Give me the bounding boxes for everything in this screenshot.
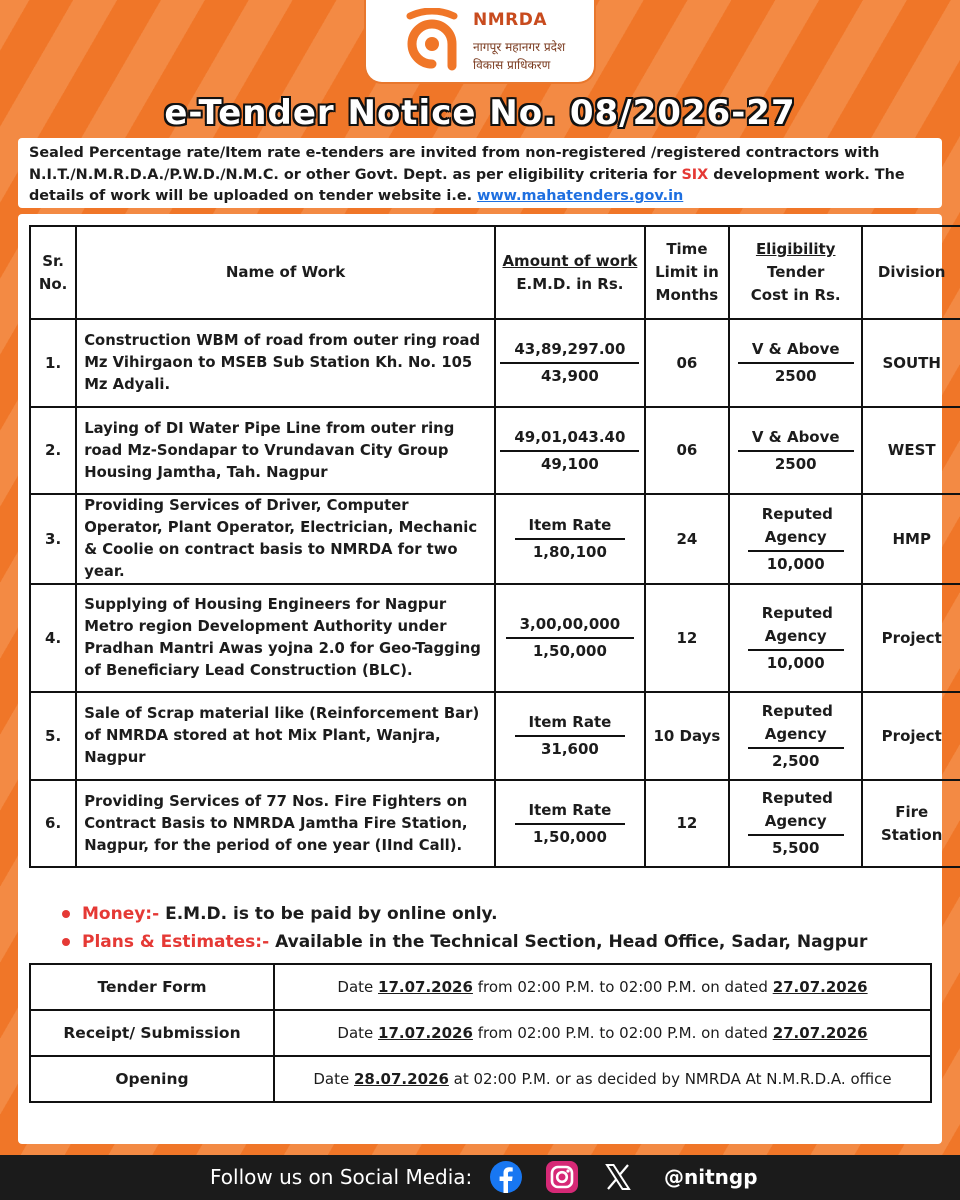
date-value [274, 1010, 931, 1056]
emd-value: 49,100 [540, 454, 599, 473]
intro-text [18, 138, 942, 208]
date-label: Receipt/ Submission [30, 1010, 274, 1056]
emd-value: 1,80,100 [532, 543, 607, 561]
date-end: 27.07.2026 [772, 1024, 868, 1042]
date-label: Opening [30, 1056, 274, 1102]
cell-sr: 2. [30, 407, 76, 494]
logo-box [364, 0, 596, 84]
cell-name: Sale of Scrap material like (Reinforcement Bar) of NMRDA stored at hot Mix Plant, Wanjra, Nagpur [76, 692, 495, 780]
notes-list [62, 900, 867, 956]
table-row [30, 319, 960, 407]
header-time: Time Limit in Months [645, 226, 729, 319]
logo-name: NMRDA [473, 10, 548, 30]
cost-value: 10,000 [766, 554, 825, 573]
footer [0, 1155, 960, 1200]
cell-division: Project [862, 584, 960, 692]
emd-value: 1,50,000 [532, 827, 607, 846]
cost-value: 5,500 [771, 839, 820, 857]
eligibility-value: Reputed Agency [748, 503, 844, 552]
cell-name: Providing Services of 77 Nos. Fire Fighters on Contract Basis to NMRDA Jamtha Fire Station, Nagpur, for the period of one year (IInd Call). [76, 780, 495, 867]
header-amount [495, 226, 645, 319]
date-row [30, 964, 931, 1010]
table-row [30, 494, 960, 584]
cell-division: SOUTH [862, 319, 960, 407]
intro-highlight: SIX [681, 166, 709, 183]
cell-eligibility [729, 780, 862, 867]
cell-name: Construction WBM of road from outer ring road Mz Vihirgaon to MSEB Sub Station Kh. No. 105 Mz Adyali. [76, 319, 495, 407]
table-row [30, 780, 960, 867]
amount-value: 3,00,00,000 [506, 613, 635, 639]
social-handle[interactable]: @nitngp [664, 1165, 758, 1189]
eligibility-value: V & Above [738, 338, 854, 364]
cell-time: 10 Days [645, 692, 729, 780]
header-name: Name of Work [76, 226, 495, 319]
amount-value: Item Rate [515, 711, 626, 737]
page-title: e-Tender Notice No. 08/2026-27 [164, 93, 796, 133]
cell-time: 06 [645, 319, 729, 407]
cost-value: 2500 [774, 454, 817, 473]
header-sr: Sr. No. [30, 226, 76, 319]
intro-part2: development work. The details of work will be uploaded on tender website i.e. [29, 166, 905, 204]
dates-table [29, 963, 932, 1103]
eligibility-value: Reputed Agency [748, 602, 844, 651]
cell-amount [495, 494, 645, 584]
cell-time: 12 [645, 780, 729, 867]
cost-value: 2,500 [771, 751, 820, 770]
date-mid: at 02:00 P.M. or as decided by NMRDA At N.M.R.D.A. office [448, 1070, 892, 1088]
note-text: Available in the Technical Section, Head Office, Sadar, Nagpur [269, 932, 868, 952]
cell-eligibility [729, 494, 862, 584]
eligibility-value: V & Above [738, 426, 854, 452]
date-end: 27.07.2026 [772, 978, 868, 996]
amount-value: Item Rate [515, 799, 626, 825]
logo-line2: विकास प्राधिकरण [473, 58, 551, 72]
cell-time: 12 [645, 584, 729, 692]
header-eligibility [729, 226, 862, 319]
cost-value: 10,000 [766, 653, 825, 672]
table-row [30, 407, 960, 494]
cell-division: WEST [862, 407, 960, 494]
cell-amount [495, 692, 645, 780]
amount-value: 49,01,043.40 [500, 426, 639, 452]
header-amount-bot: E.M.D. in Rs. [516, 274, 624, 293]
note-label: Plans & Estimates:- [82, 932, 270, 952]
cell-amount [495, 584, 645, 692]
footer-text: Follow us on Social Media: [210, 1165, 473, 1189]
header-elig-bot: Tender Cost in Rs. [750, 263, 841, 304]
date-pre: Date [337, 978, 379, 996]
facebook-icon[interactable] [490, 1161, 522, 1193]
emd-value: 31,600 [540, 740, 599, 758]
date-start: 28.07.2026 [353, 1070, 449, 1088]
cell-sr: 6. [30, 780, 76, 867]
cell-name: Providing Services of Driver, Computer Operator, Plant Operator, Electrician, Mechanic & Coolie on contract basis to NMRDA for two year. [76, 494, 495, 584]
date-row [30, 1010, 931, 1056]
date-value [274, 964, 931, 1010]
cell-sr: 3. [30, 494, 76, 584]
header-amount-top: Amount of work [502, 251, 638, 270]
note-label: Money:- [82, 904, 160, 924]
date-pre: Date [313, 1070, 354, 1088]
eligibility-value: Reputed Agency [748, 700, 844, 749]
date-start: 17.07.2026 [378, 978, 473, 996]
note-money [62, 900, 867, 928]
intro-part1: Sealed Percentage rate/Item rate e-tenders are invited from non-registered /registered contractors with N.I.T./N.M.R.D.A./P.W.D./N.M.C. or other Govt. Dept. as per eligibility criteria for [29, 145, 880, 183]
eligibility-value: Reputed Agency [748, 787, 844, 836]
date-pre: Date [337, 1024, 379, 1042]
cell-amount [495, 780, 645, 867]
date-row [30, 1056, 931, 1102]
cell-division: Project [862, 692, 960, 780]
cell-eligibility [729, 407, 862, 494]
date-start: 17.07.2026 [378, 1024, 473, 1042]
x-icon[interactable] [602, 1161, 634, 1193]
cell-time: 24 [645, 494, 729, 584]
amount-value: Item Rate [515, 514, 626, 540]
cell-division: HMP [862, 494, 960, 584]
note-text: E.M.D. is to be paid by online only. [159, 904, 498, 924]
cell-eligibility [729, 692, 862, 780]
cell-amount [495, 407, 645, 494]
tender-website-link[interactable]: www.mahatenders.gov.in [477, 188, 684, 204]
table-row [30, 692, 960, 780]
emd-value: 43,900 [540, 367, 599, 385]
cost-value: 2500 [774, 367, 817, 385]
cell-division: Fire Station [862, 780, 960, 867]
cell-eligibility [729, 584, 862, 692]
cell-eligibility [729, 319, 862, 407]
date-label: Tender Form [30, 964, 274, 1010]
cell-sr: 5. [30, 692, 76, 780]
date-mid: from 02:00 P.M. to 02:00 P.M. on dated [472, 1024, 773, 1042]
cell-sr: 1. [30, 319, 76, 407]
table-header-row [30, 226, 960, 319]
date-value [274, 1056, 931, 1102]
works-table [29, 225, 960, 868]
date-mid: from 02:00 P.M. to 02:00 P.M. on dated [472, 978, 773, 996]
cell-name: Supplying of Housing Engineers for Nagpur Metro region Development Authority under Pradhan Mantri Awas yojna 2.0 for Geo-Tagging of Beneficiary Lead Construction (BLC). [76, 584, 495, 692]
header-division: Division [862, 226, 960, 319]
cell-sr: 4. [30, 584, 76, 692]
cell-amount [495, 319, 645, 407]
instagram-icon[interactable] [546, 1161, 578, 1193]
cell-name: Laying of DI Water Pipe Line from outer ring road Mz-Sondapar to Vrundavan City Group Housing Jamtha, Tah. Nagpur [76, 407, 495, 494]
amount-value: 43,89,297.00 [500, 338, 639, 364]
note-plans [62, 928, 867, 956]
nmrda-logo-icon [402, 8, 464, 74]
cell-time: 06 [645, 407, 729, 494]
emd-value: 1,50,000 [532, 642, 607, 660]
header-elig-top: Eligibility [755, 240, 836, 258]
table-row [30, 584, 960, 692]
logo-line1: नागपूर महानगर प्रदेश [473, 40, 566, 54]
